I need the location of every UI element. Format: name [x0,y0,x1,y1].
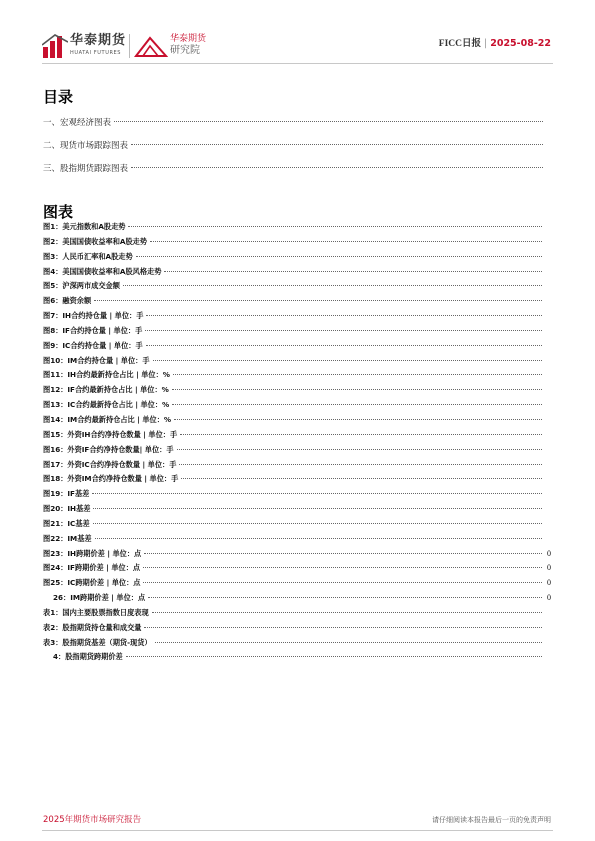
figure-label: 图14：IM合约最新持仓占比 | 单位：% [43,414,172,424]
toc-item[interactable] [43,116,543,139]
figure-label: 图13：IC合约最新持仓占比 | 单位：% [43,400,170,410]
figure-label: 图17：外资IC合约净持仓数量 | 单位：手 [43,459,177,469]
toc-item-label: 一、宏观经济图表 [43,118,112,128]
figure-list-item[interactable] [43,608,551,623]
company-name-en: HUATAI FUTURES [70,50,122,56]
figure-list-item[interactable] [43,445,551,460]
dot-leader [136,256,542,257]
dot-leader [93,523,542,524]
figure-label: 图22：IM基差 [43,533,92,543]
dot-leader [150,241,542,242]
header-rule [42,63,553,64]
footer-report-title: 2025年期货市场研究报告 [43,815,142,825]
dot-leader [177,449,542,450]
figure-list-item[interactable] [43,489,551,504]
figure-list-item[interactable] [43,267,551,282]
dot-leader [123,285,542,286]
figure-label: 表2：股指期货持仓量和成交量 [43,622,142,632]
research-institute-wordmark [170,34,206,57]
figure-label: 图15：外资IH合约净持仓数量 | 单位：手 [43,429,178,439]
figure-list-item[interactable] [43,430,551,445]
figure-label: 图10：IM合约持仓量 | 单位：手 [43,355,150,365]
figure-label: 图16：外资IF合约净持仓数量| 单位：手 [43,444,174,454]
figure-list-item[interactable] [43,326,551,341]
figure-label: 图20：IH基差 [43,504,91,514]
figure-list-item[interactable] [43,623,551,638]
figure-page-number: 0 [547,593,551,603]
figure-label: 图2：美国国债收益率和A股走势 [43,236,148,246]
dot-leader [153,360,542,361]
dot-leader [155,642,542,643]
dot-leader [114,121,543,122]
figure-label: 图23：IH跨期价差 | 单位：点 [43,548,142,558]
figure-page-number: 0 [547,563,551,573]
dot-leader [164,271,542,272]
figure-label: 图12：IF合约最新持仓占比 | 单位：% [43,385,169,395]
report-meta [439,35,551,49]
huatai-futures-logo-icon [42,33,68,59]
figure-label: 4：股指期货跨期价差 [53,652,123,662]
dot-leader [179,464,542,465]
dot-leader [144,627,542,628]
page-header [0,0,595,62]
figure-label: 图19：IF基差 [43,489,90,499]
dot-leader [181,478,542,479]
figure-label: 表1：国内主要股票指数日度表现 [43,607,149,617]
figure-list-item[interactable] [43,519,551,534]
dot-leader [180,434,542,435]
dot-leader [146,345,542,346]
header-separator: | [484,38,488,49]
figure-label: 图8：IF合约持仓量 | 单位：手 [43,325,143,335]
figure-label: 图18：外资IM合约净持仓数量 | 单位：手 [43,474,179,484]
figure-list-item[interactable] [43,578,551,593]
figure-list-item[interactable] [43,356,551,371]
figure-list-item[interactable] [43,638,551,653]
dot-leader [174,419,542,420]
dot-leader [93,508,542,509]
figure-list-item[interactable] [43,296,551,311]
report-type: FICC日报 [438,39,482,49]
logo-divider [129,34,130,58]
figure-list-item[interactable] [43,534,551,549]
figure-list-item[interactable] [43,549,551,564]
footer-rule [42,830,553,831]
figure-list-item[interactable] [43,311,551,326]
toc-item[interactable] [43,139,543,162]
figure-list-item[interactable] [43,652,551,667]
figure-label: 图7：IH合约持仓量 | 单位：手 [43,311,144,321]
dot-leader [145,330,542,331]
toc-item[interactable] [43,162,543,185]
dot-leader [148,597,542,598]
figure-label: 26：IM跨期价差 | 单位：点 [53,593,146,603]
figure-list-item[interactable] [43,370,551,385]
toc-item-label: 二、现货市场跟踪图表 [43,140,129,151]
figures-title: 图表 [43,203,74,221]
dot-leader [143,582,542,583]
figure-page-number: 0 [547,578,551,588]
figure-list-item[interactable] [43,400,551,415]
dot-leader [143,567,542,568]
dot-leader [172,389,542,390]
figure-list-item[interactable] [43,474,551,489]
report-date: 2025-08-22 [490,38,551,49]
dot-leader [152,612,542,613]
dot-leader [144,553,542,554]
figure-page-number: 0 [547,548,551,558]
figure-label: 图1：美元指数和A股走势 [43,222,126,231]
dot-leader [94,300,542,301]
figure-list-item[interactable] [43,252,551,267]
figure-list-item[interactable] [43,415,551,430]
dot-leader [173,374,542,375]
figure-list-item[interactable] [43,237,551,252]
figure-label: 图6：融资余额 [43,296,92,306]
dot-leader [131,144,543,145]
research-institute-logo-icon [134,36,168,58]
figure-list-item[interactable] [43,222,551,237]
figure-list-item[interactable] [43,281,551,296]
dot-leader [128,226,542,227]
figure-list-item[interactable] [43,504,551,519]
dot-leader [95,538,542,539]
toc-title: 目录 [43,88,74,106]
figure-label: 图11：IH合约最新持仓占比 | 单位：% [43,370,170,380]
figure-label: 图4：美国国债收益率和A股风格走势 [43,266,162,276]
huatai-futures-wordmark [70,34,126,56]
figure-list-item[interactable] [43,385,551,400]
institute-line-2: 研究院 [170,45,200,56]
figure-label: 表3：股指期货基差（期货-现货） [43,637,152,647]
institute-line-1: 华泰期货 [170,34,207,44]
company-name-cn: 华泰期货 [70,33,127,48]
figure-list-item[interactable] [43,593,551,608]
figure-label: 图24：IF跨期价差 | 单位：点 [43,563,141,573]
dot-leader [126,656,542,657]
figure-label: 图9：IC合约持仓量 | 单位：手 [43,340,143,350]
toc-item-label: 三、股指期货跟踪图表 [43,163,129,174]
dot-leader [92,493,542,494]
figure-list-item[interactable] [43,460,551,475]
figure-label: 图25：IC跨期价差 | 单位：点 [43,578,141,588]
dot-leader [146,315,542,316]
toc-list [43,116,543,184]
figures-list [43,222,551,667]
figure-label: 图21：IC基差 [43,518,90,528]
figure-label: 图3：人民币汇率和A股走势 [43,251,133,261]
figure-list-item[interactable] [43,563,551,578]
dot-leader [131,167,543,168]
figure-label: 图5：沪深两市成交金额 [43,281,120,291]
figure-list-item[interactable] [43,341,551,356]
footer-disclaimer: 请仔细阅读本报告最后一页的免责声明 [432,816,551,824]
dot-leader [172,404,542,405]
